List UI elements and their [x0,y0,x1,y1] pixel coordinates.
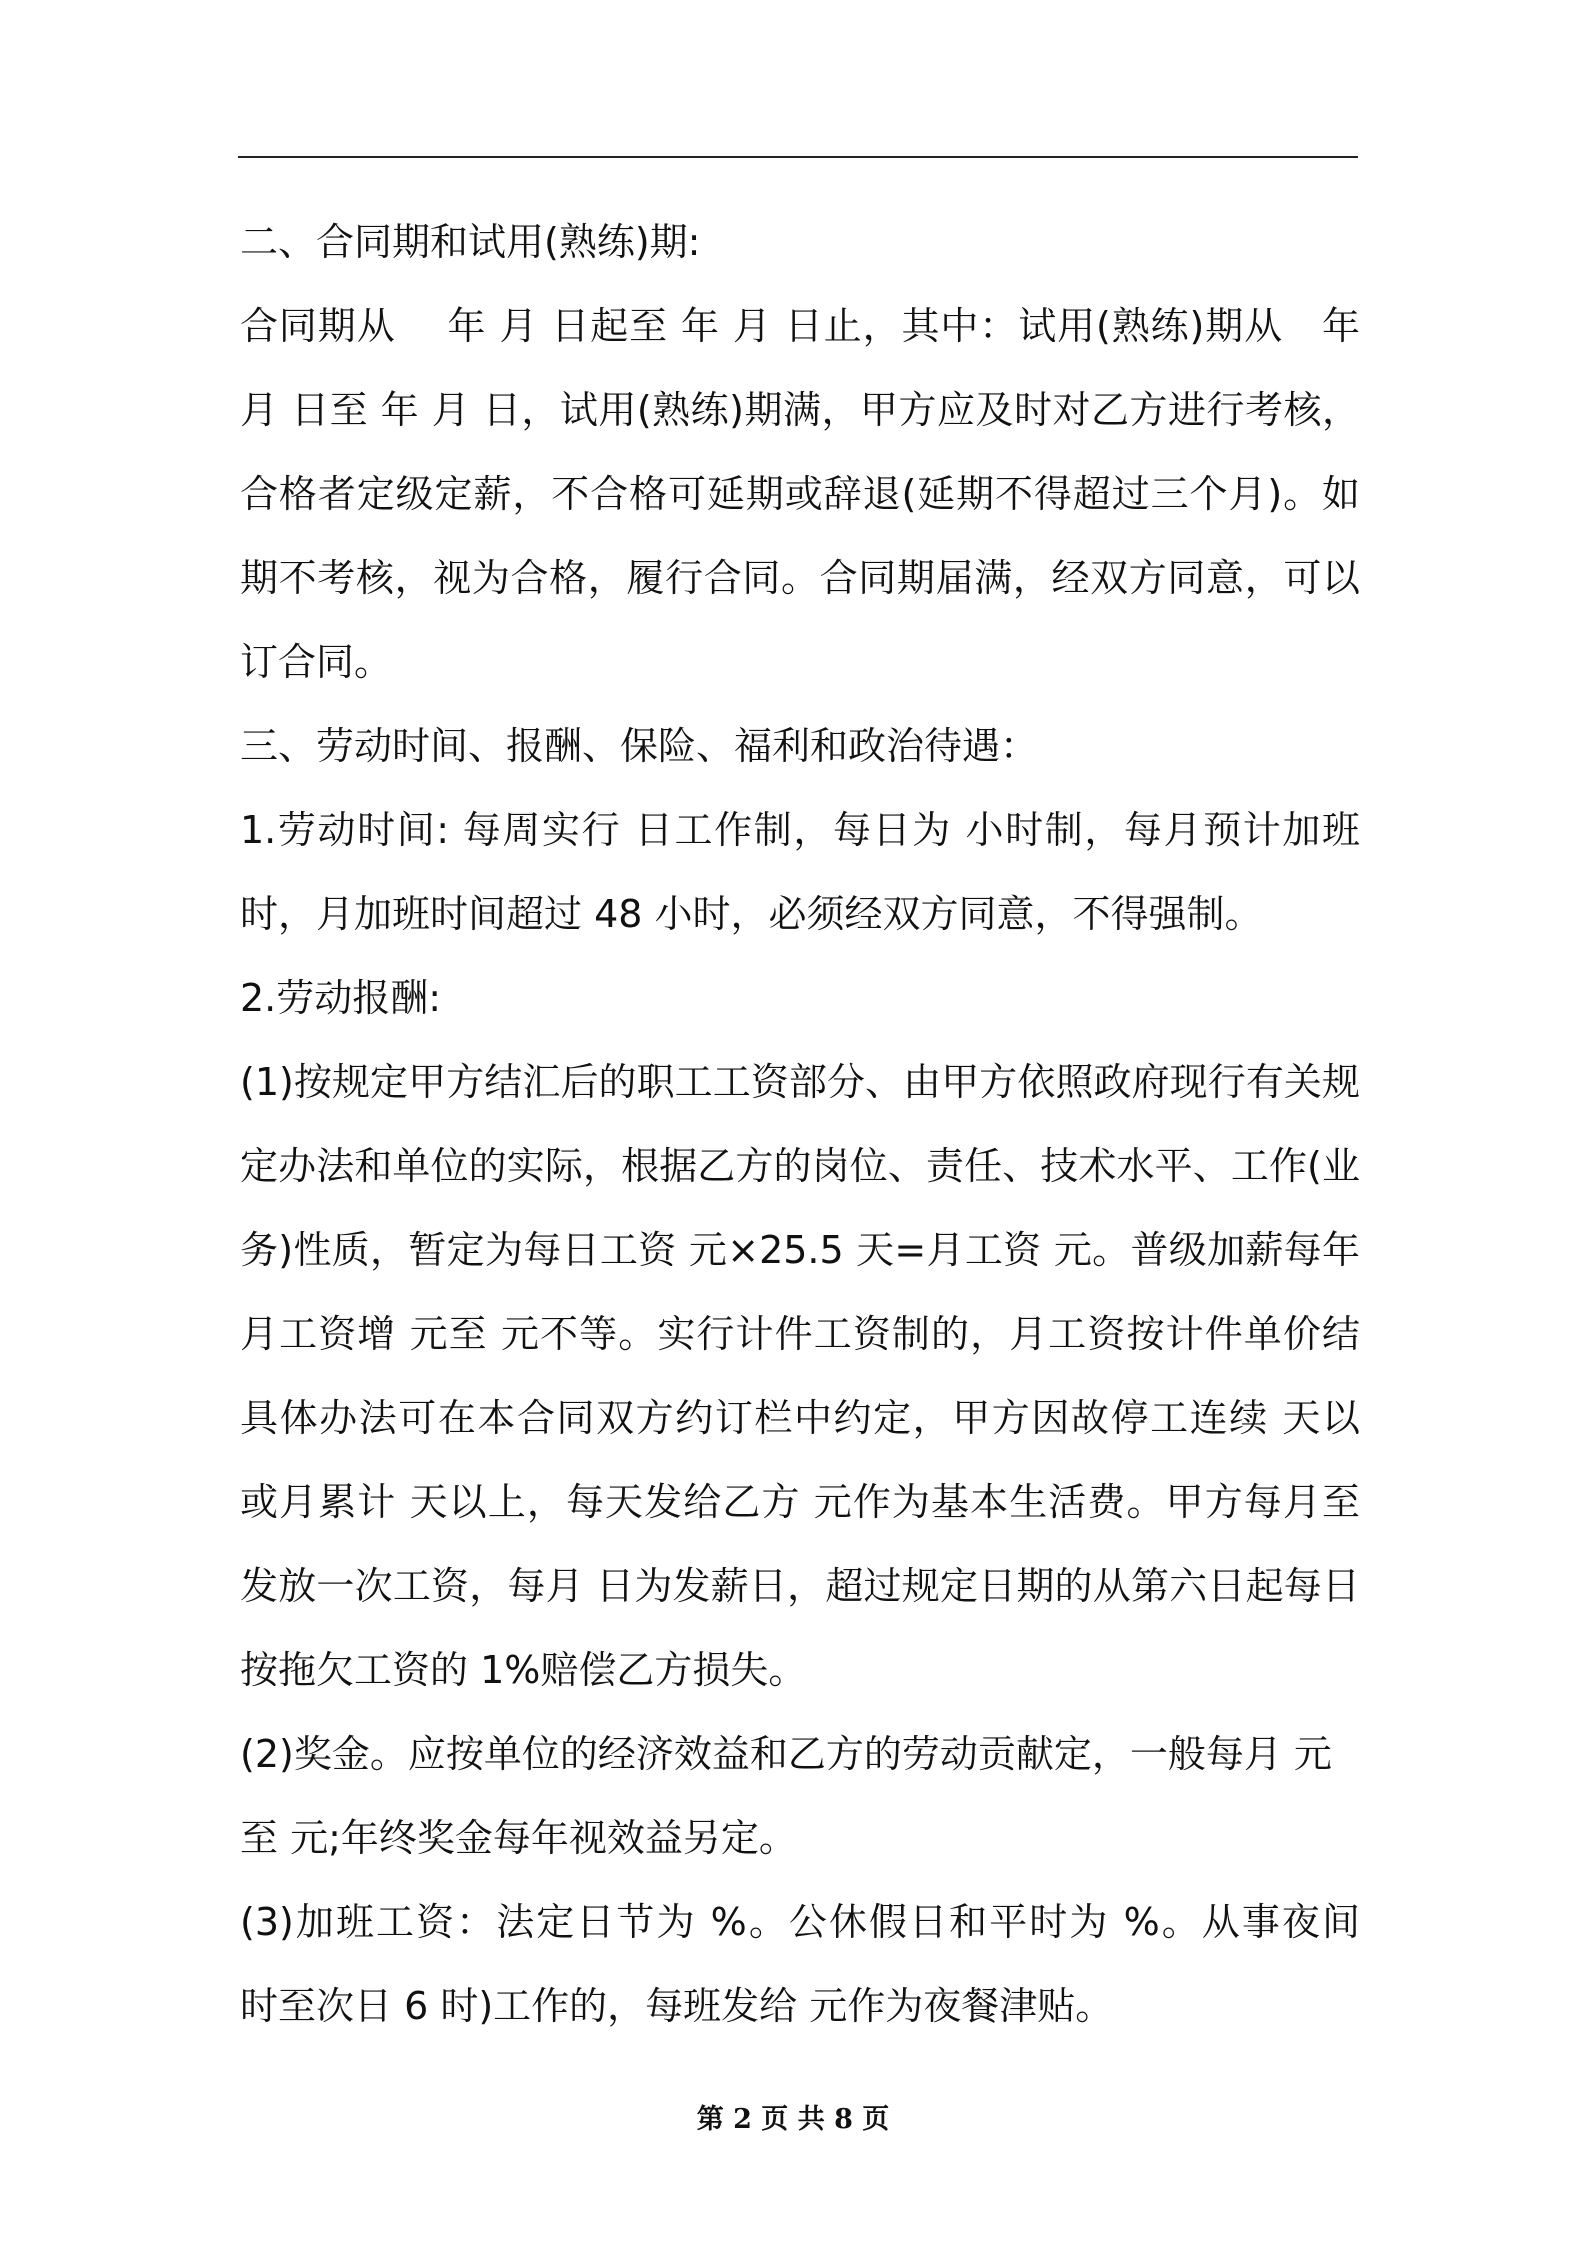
paragraph-line: 定办法和单位的实际，根据乙方的岗位、责任、技术水平、工作(业 [240,1144,1360,1188]
paragraph-line: 务)性质，暂定为每日工资 元×25.5 天=月工资 元。普级加薪每年 [240,1228,1360,1272]
paragraph-line: 月 日至 年 月 日，试用(熟练)期满，甲方应及时对乙方进行考核， [240,388,1360,432]
paragraph-line: 具体办法可在本合同双方约订栏中约定，甲方因故停工连续 天以 [240,1396,1360,1440]
document-body [240,200,1360,2048]
paragraph-line: 合格者定级定薪，不合格可延期或辞退(延期不得超过三个月)。如 [240,472,1360,516]
paragraph-line: 月工资增 元至 元不等。实行计件工资制的，月工资按计件单价结 [240,1312,1360,1356]
paragraph-line: (3)加班工资：法定日节为 %。公休假日和平时为 %。从事夜间 [240,1900,1360,1944]
header-rule [238,156,1358,158]
paragraph-line: 时至次日 6 时)工作的，每班发给 元作为夜餐津贴。 [240,1984,1114,2028]
paragraph-line: 订合同。 [240,640,393,684]
subheading-line: 2.劳动报酬: [240,976,442,1020]
paragraph-line: (2)奖金。应按单位的经济效益和乙方的劳动贡献定，一般每月 元 [240,1732,1332,1776]
paragraph-line: 按拖欠工资的 1%赔偿乙方损失。 [240,1648,807,1692]
paragraph-line: 期不考核，视为合格，履行合同。合同期届满，经双方同意，可以 [240,556,1360,600]
page-number: 第 2 页 共 8 页 [696,2104,890,2135]
paragraph-line: 1.劳动时间: 每周实行 日工作制，每日为 小时制，每月预计加班 [240,808,1360,852]
paragraph-line: 或月累计 天以上，每天发给乙方 元作为基本生活费。甲方每月至 [240,1480,1360,1524]
section-heading-3: 三、劳动时间、报酬、保险、福利和政治待遇： [240,724,1039,768]
paragraph-line: 发放一次工资，每月 日为发薪日，超过规定日期的从第六日起每日 [240,1564,1360,1608]
paragraph-line: 合同期从 年 月 日起至 年 月 日止，其中：试用(熟练)期从 年 [240,304,1360,348]
paragraph-line: 至 元;年终奖金每年视效益另定。 [240,1816,797,1860]
paragraph-line: 时，月加班时间超过 48 小时，必须经双方同意，不得强制。 [240,892,1263,936]
section-heading-2: 二、合同期和试用(熟练)期: [240,220,701,264]
paragraph-line: (1)按规定甲方结汇后的职工工资部分、由甲方依照政府现行有关规 [240,1060,1360,1104]
